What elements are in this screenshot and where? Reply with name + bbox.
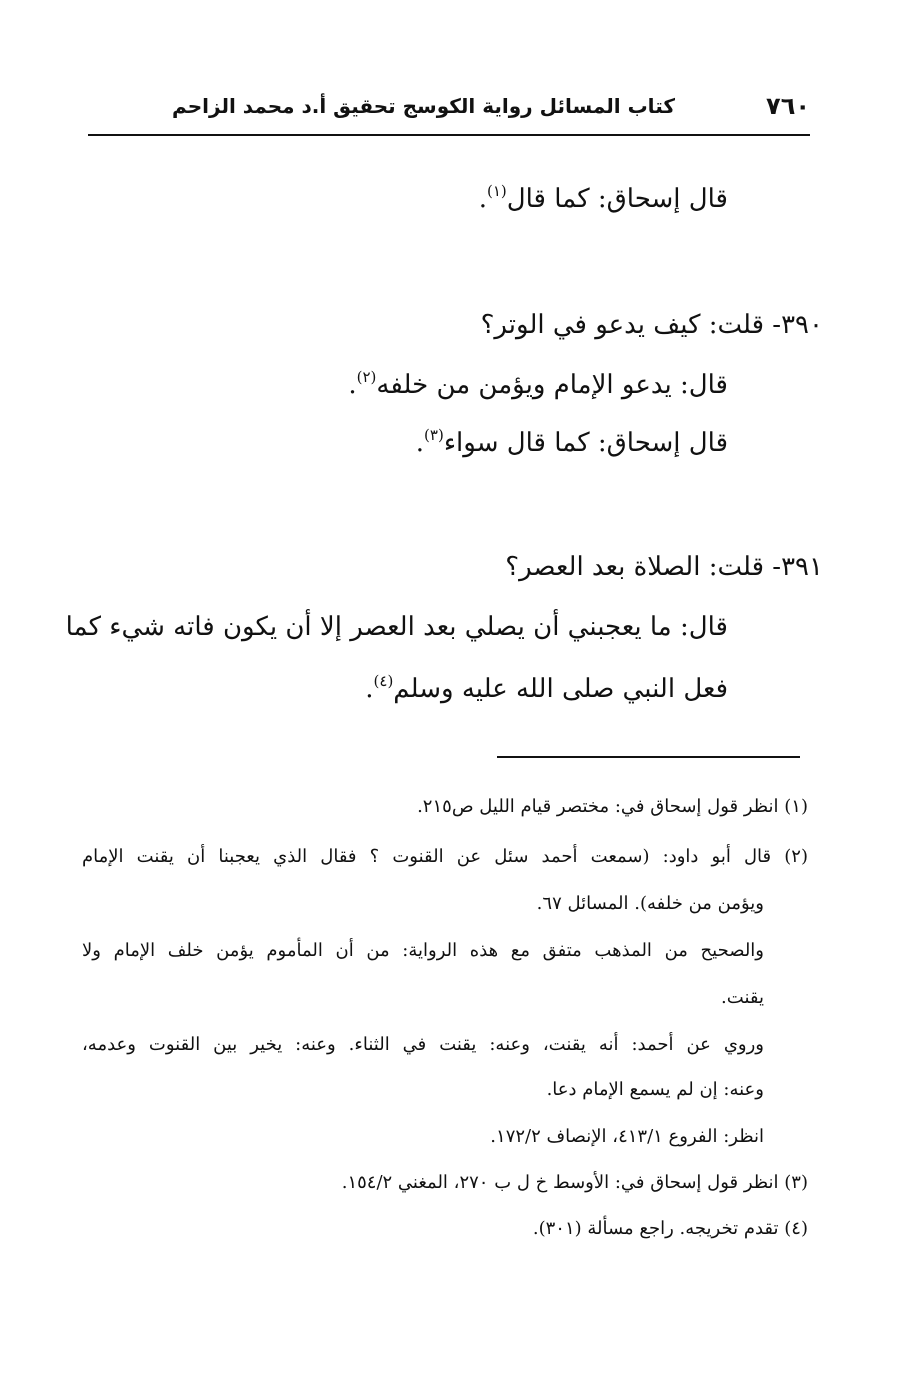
- answer-390-line-1: [348, 368, 728, 400]
- footnote-ref-1[interactable]: (١): [486, 182, 507, 200]
- question-391: ٣٩١- قلت: الصلاة بعد العصر؟: [505, 552, 823, 582]
- footnote-2-line-4: يقنت.: [721, 987, 764, 1008]
- answer-391-line-2: [365, 672, 728, 704]
- page-number: ٧٦٠: [766, 92, 810, 120]
- answer-390-text: قال: يدعو الإمام ويؤمن من خلفه: [376, 370, 728, 400]
- question-390: ٣٩٠- قلت: كيف يدعو في الوتر؟: [480, 310, 823, 340]
- footnote-3: (٣) انظر قول إسحاق في: الأوسط خ ل ب ٢٧٠، المغني ١٥٤/٢.: [341, 1172, 808, 1193]
- footnote-4: (٤) تقدم تخريجه. راجع مسألة (٣٠١).: [532, 1218, 808, 1239]
- punctuation: .: [415, 428, 425, 458]
- header-divider: [88, 134, 810, 136]
- page-header: [88, 92, 810, 132]
- footnote-ref-3[interactable]: (٣): [424, 426, 444, 444]
- punctuation: .: [365, 674, 374, 704]
- answer-390-line-2: [416, 426, 728, 458]
- footnote-2-line-6: وعنه: إن لم يسمع الإمام دعا.: [546, 1079, 764, 1100]
- book-title: كتاب المسائل رواية الكوسج تحقيق أ.د محمد الزاحم: [172, 94, 675, 118]
- ishaq-statement: [479, 182, 728, 214]
- footnote-ref-2[interactable]: (٢): [356, 368, 377, 386]
- punctuation: .: [348, 370, 357, 400]
- ishaq-statement-text: قال إسحاق: كما قال: [506, 184, 728, 214]
- footnote-2-line-5: وروي عن أحمد: أنه يقنت، وعنه: يقنت في الثناء. وعنه: يخير بين القنوت وعدمه،: [82, 1034, 764, 1055]
- ishaq-390-text: قال إسحاق: كما قال سواء: [443, 428, 728, 458]
- footnote-2-line-2: ويؤمن من خلفه). المسائل ٦٧.: [536, 893, 764, 914]
- footnote-2-line-7: انظر: الفروع ٤١٣/١، الإنصاف ١٧٢/٢.: [490, 1126, 764, 1147]
- footnote-ref-4[interactable]: (٤): [373, 672, 394, 690]
- footnote-1: (١) انظر قول إسحاق في: مختصر قيام الليل ص٢١٥.: [417, 796, 808, 817]
- answer-391-line-1: قال: ما يعجبني أن يصلي بعد العصر إلا أن يكون فاته شيء كما: [65, 612, 728, 642]
- answer-391-text: فعل النبي صلى الله عليه وسلم: [393, 674, 728, 704]
- footnote-2-line-3: والصحيح من المذهب متفق مع هذه الرواية: من أن المأموم يؤمن خلف الإمام ولا: [82, 940, 764, 961]
- punctuation: .: [478, 184, 487, 214]
- footnote-divider: [497, 756, 800, 758]
- footnote-2-line-1: (٢) قال أبو داود: (سمعت أحمد سئل عن القنوت ؟ فقال الذي يعجبنا أن يقنت الإمام: [82, 846, 808, 867]
